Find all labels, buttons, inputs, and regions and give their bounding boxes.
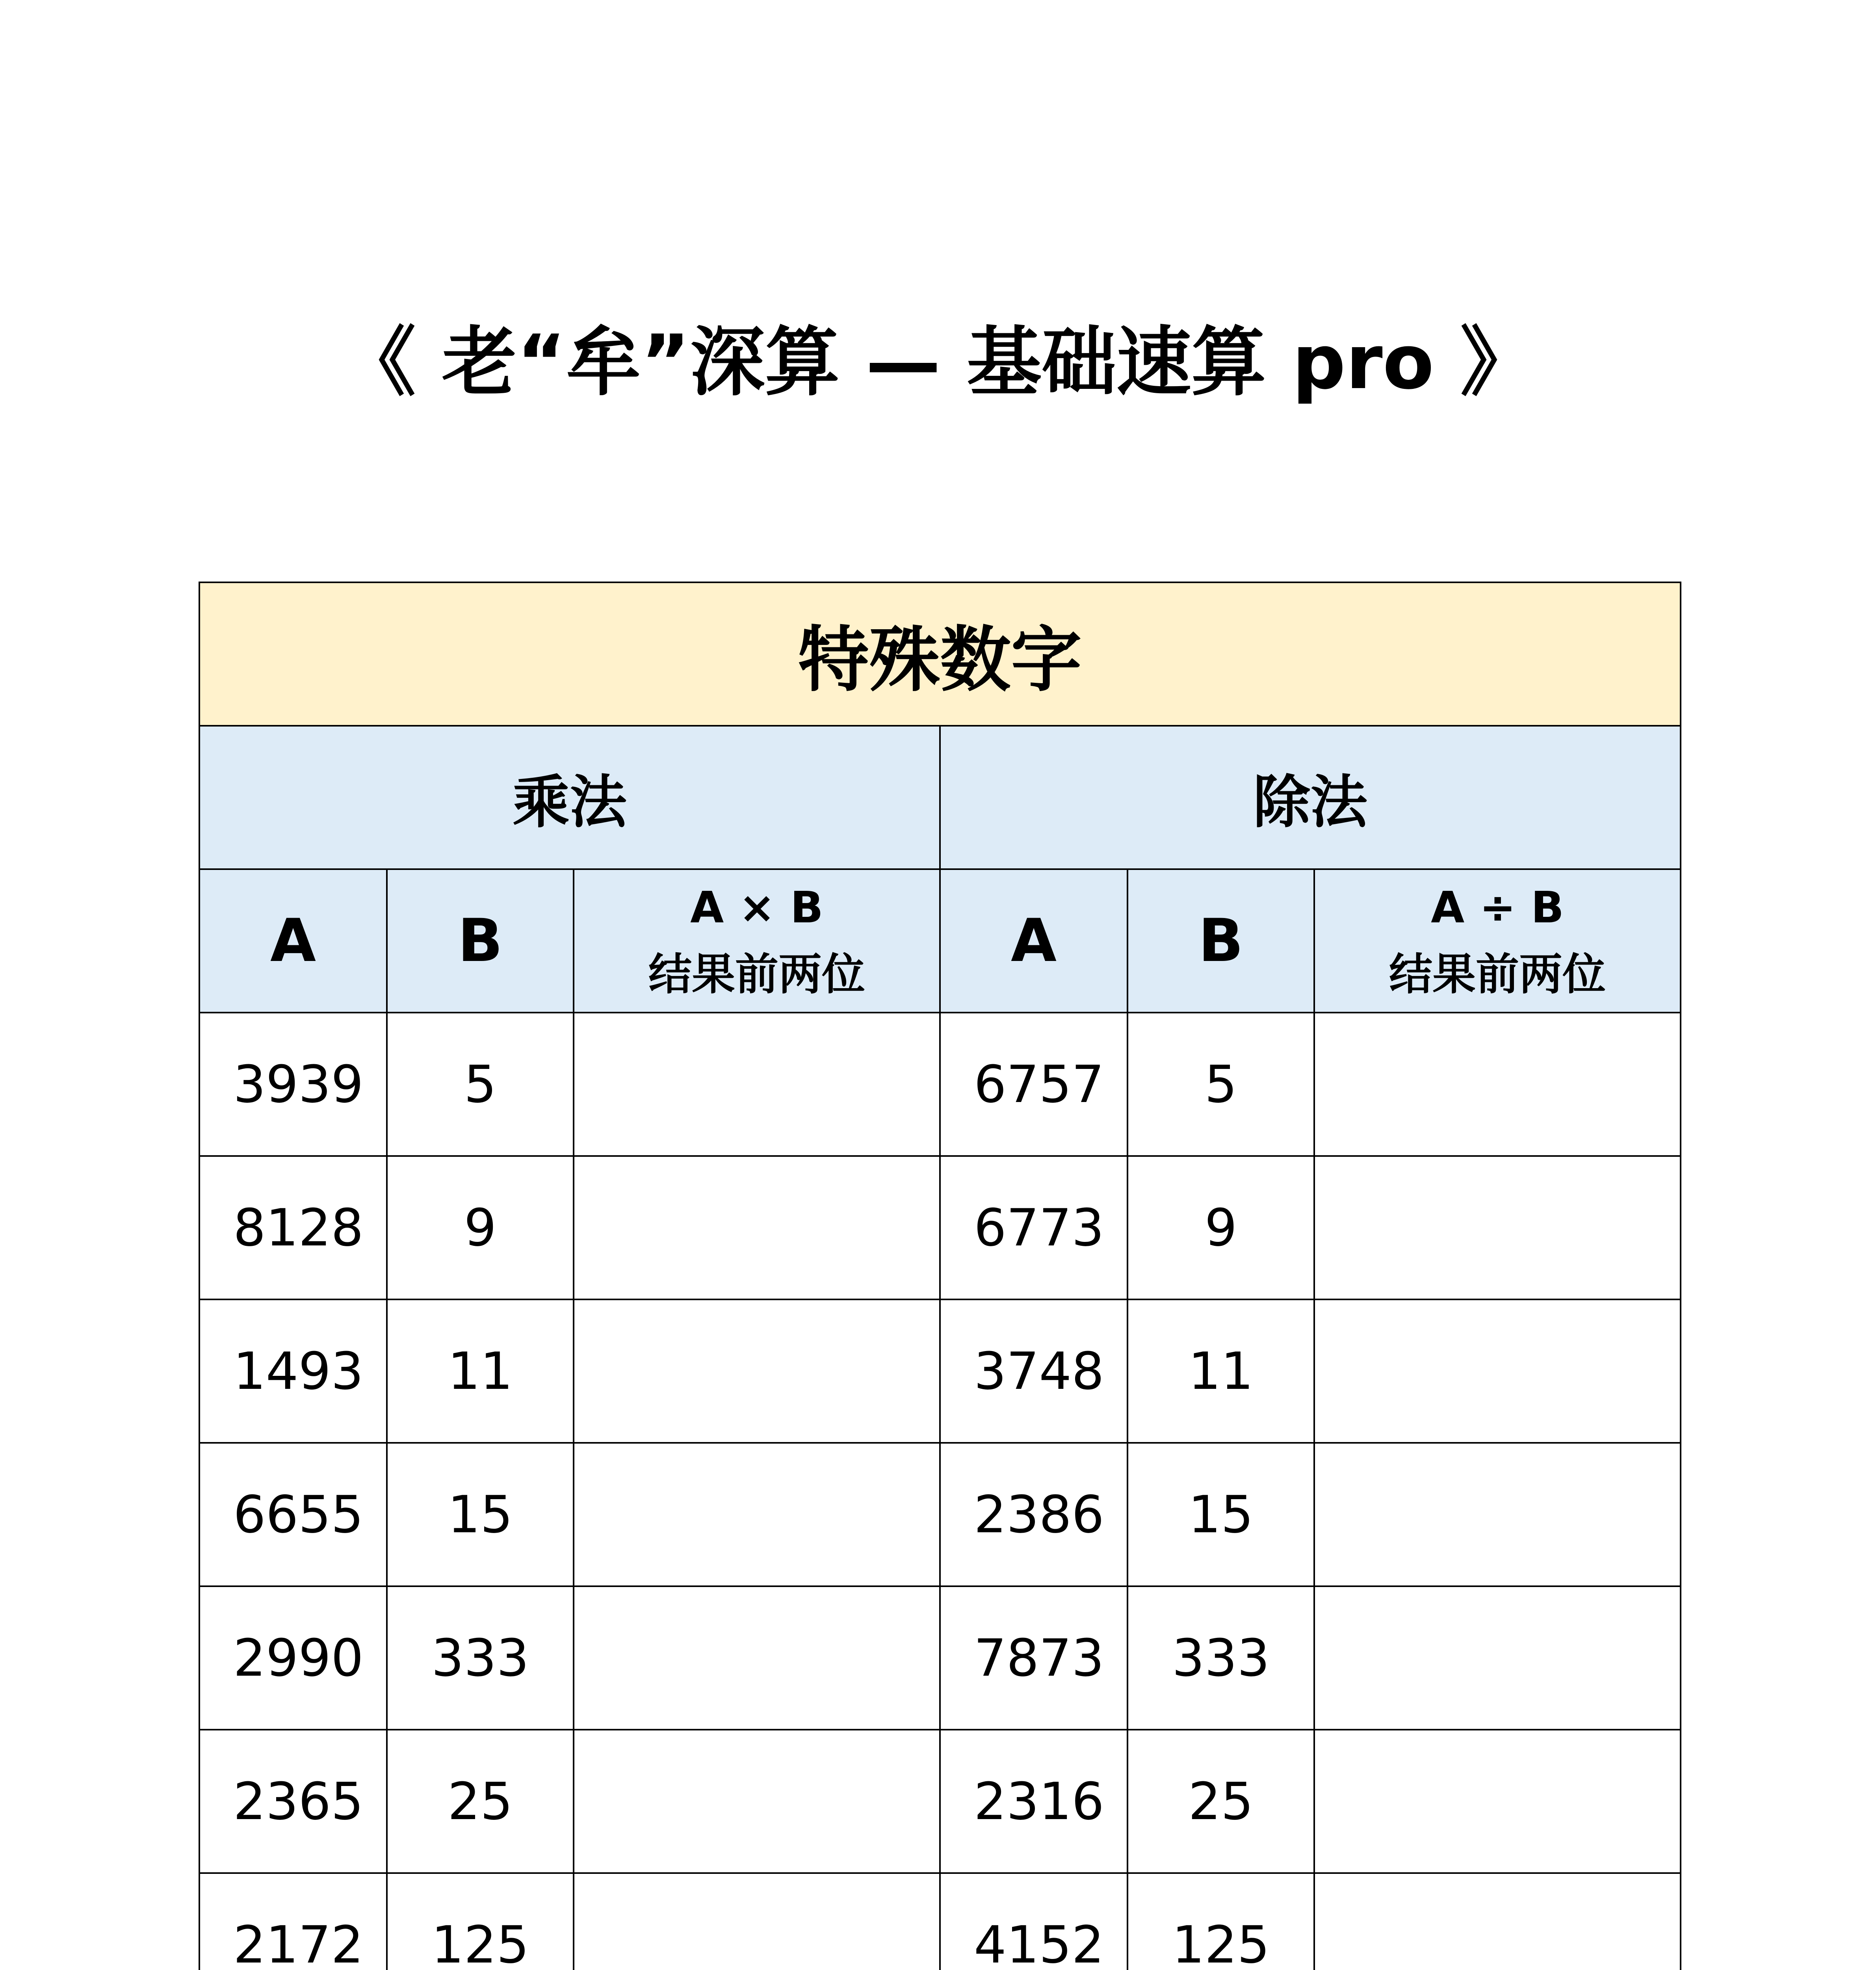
mul-a-cell: 6655: [199, 1443, 387, 1586]
table-row: [199, 1586, 1681, 1730]
div-a-cell: 6773: [940, 1156, 1127, 1299]
mul-a-cell: 2172: [199, 1873, 387, 1970]
div-result-header-line2: 结果前两位: [1389, 949, 1606, 1000]
table-row: [199, 1013, 1681, 1156]
table-row: [199, 1443, 1681, 1586]
div-result-cell[interactable]: [1314, 1586, 1681, 1730]
mul-b-cell: 15: [387, 1443, 574, 1586]
mul-b-cell: 125: [387, 1873, 574, 1970]
mul-b-cell: 11: [387, 1299, 574, 1443]
mul-result-cell[interactable]: [574, 1299, 940, 1443]
table-row: [199, 1156, 1681, 1299]
div-result-cell[interactable]: [1314, 1156, 1681, 1299]
mul-result-cell[interactable]: [574, 1873, 940, 1970]
div-b-cell: 11: [1127, 1299, 1314, 1443]
div-col-b-header: B: [1127, 869, 1314, 1013]
division-group-header: 除法: [940, 726, 1681, 869]
div-result-header: [1314, 869, 1681, 1013]
mul-result-cell[interactable]: [574, 1156, 940, 1299]
div-result-cell[interactable]: [1314, 1013, 1681, 1156]
mul-a-cell: 3939: [199, 1013, 387, 1156]
div-result-cell[interactable]: [1314, 1443, 1681, 1586]
mul-a-cell: 2990: [199, 1586, 387, 1730]
mul-result-cell[interactable]: [574, 1730, 940, 1873]
div-result-header-line1: A ÷ B: [1431, 882, 1564, 933]
mul-col-b-header: B: [387, 869, 574, 1013]
div-b-cell: 125: [1127, 1873, 1314, 1970]
page-title: 《 老“牟”深算 — 基础速算 pro 》: [341, 319, 1535, 406]
multiplication-group-header: 乘法: [199, 726, 940, 869]
mul-result-header-line2: 结果前两位: [648, 949, 865, 1000]
div-b-cell: 5: [1127, 1013, 1314, 1156]
div-result-cell[interactable]: [1314, 1873, 1681, 1970]
div-a-cell: 2316: [940, 1730, 1127, 1873]
mul-result-header: [574, 869, 940, 1013]
table-row: [199, 1730, 1681, 1873]
table-row: [199, 1873, 1681, 1970]
div-b-cell: 15: [1127, 1443, 1314, 1586]
mul-b-cell: 25: [387, 1730, 574, 1873]
mul-a-cell: 8128: [199, 1156, 387, 1299]
div-result-cell[interactable]: [1314, 1730, 1681, 1873]
div-result-cell[interactable]: [1314, 1299, 1681, 1443]
mul-result-cell[interactable]: [574, 1013, 940, 1156]
mul-b-cell: 5: [387, 1013, 574, 1156]
mul-result-cell[interactable]: [574, 1586, 940, 1730]
table-body: [199, 1013, 1681, 1970]
mul-b-cell: 333: [387, 1586, 574, 1730]
mul-col-a-header: A: [199, 869, 387, 1013]
div-b-cell: 9: [1127, 1156, 1314, 1299]
mul-a-cell: 2365: [199, 1730, 387, 1873]
table-banner: 特殊数字: [199, 582, 1681, 726]
mul-result-header-line1: A × B: [690, 882, 823, 933]
div-col-a-header: A: [940, 869, 1127, 1013]
div-a-cell: 4152: [940, 1873, 1127, 1970]
table-row: [199, 1299, 1681, 1443]
worksheet-table: [199, 582, 1681, 1970]
div-a-cell: 3748: [940, 1299, 1127, 1443]
div-a-cell: 6757: [940, 1013, 1127, 1156]
mul-a-cell: 1493: [199, 1299, 387, 1443]
div-b-cell: 333: [1127, 1586, 1314, 1730]
mul-b-cell: 9: [387, 1156, 574, 1299]
div-b-cell: 25: [1127, 1730, 1314, 1873]
div-a-cell: 7873: [940, 1586, 1127, 1730]
div-a-cell: 2386: [940, 1443, 1127, 1586]
mul-result-cell[interactable]: [574, 1443, 940, 1586]
